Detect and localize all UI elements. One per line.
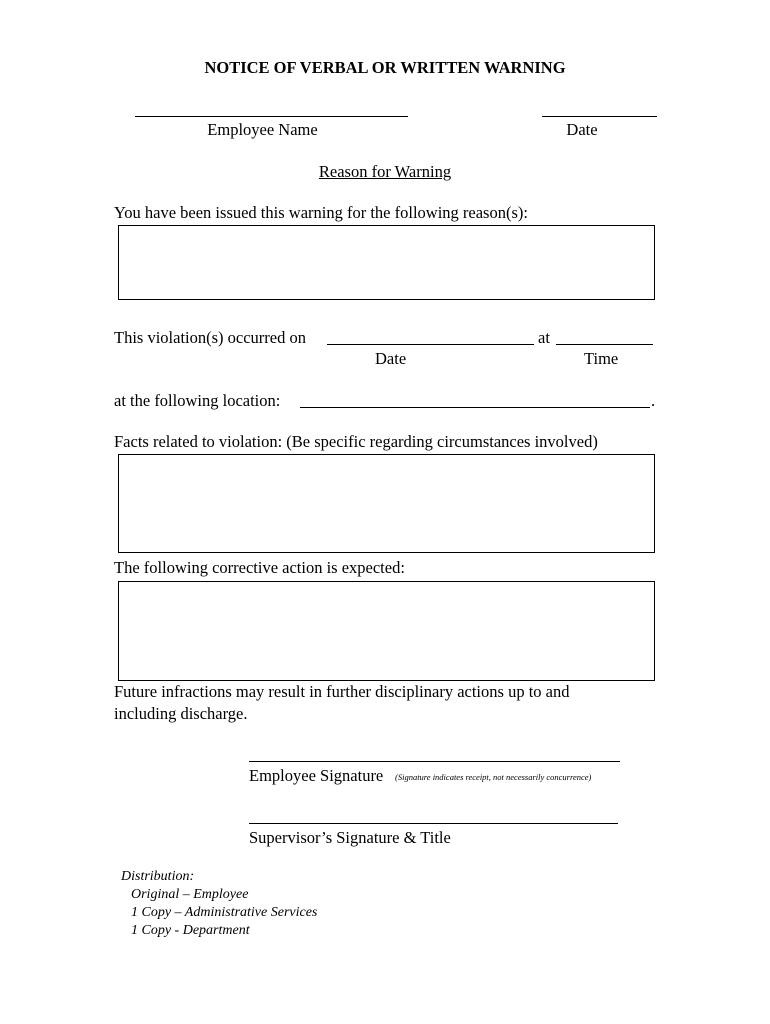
- violation-at: at: [538, 328, 550, 347]
- reason-box[interactable]: [118, 225, 655, 300]
- violation-time-line[interactable]: [556, 344, 653, 345]
- corrective-box[interactable]: [118, 581, 655, 681]
- future-text-line2: including discharge.: [114, 704, 248, 723]
- employee-signature-note: (Signature indicates receipt, not necessarily concurrence): [395, 772, 592, 782]
- location-line[interactable]: [300, 407, 650, 408]
- location-suffix: .: [651, 391, 656, 410]
- supervisor-signature-line[interactable]: [249, 823, 618, 824]
- corrective-prompt: The following corrective action is expected:: [114, 558, 405, 577]
- employee-signature-line[interactable]: [249, 761, 620, 762]
- date-line[interactable]: [542, 116, 657, 117]
- reason-prompt: You have been issued this warning for the following reason(s):: [114, 203, 528, 222]
- employee-signature-label: Employee Signature: [249, 766, 384, 785]
- document-title: NOTICE OF VERBAL OR WRITTEN WARNING: [204, 58, 566, 77]
- violation-prefix: This violation(s) occurred on: [114, 328, 306, 347]
- distribution-item: 1 Copy – Administrative Services: [131, 905, 318, 920]
- violation-date-line[interactable]: [327, 344, 534, 345]
- facts-prompt: Facts related to violation: (Be specific regarding circumstances involved): [114, 432, 598, 451]
- supervisor-signature-label: Supervisor’s Signature & Title: [249, 828, 451, 847]
- distribution-item: Original – Employee: [131, 887, 249, 902]
- facts-box[interactable]: [118, 454, 655, 553]
- employee-name-label: Employee Name: [207, 120, 318, 139]
- employee-name-line[interactable]: [135, 116, 408, 117]
- reason-heading: Reason for Warning: [318, 162, 452, 181]
- distribution-item: 1 Copy - Department: [131, 923, 250, 938]
- future-text-line1: Future infractions may result in further disciplinary actions up to and: [114, 682, 570, 701]
- distribution-heading: Distribution:: [121, 869, 195, 884]
- date-label: Date: [566, 120, 598, 139]
- violation-date-caption: Date: [375, 349, 407, 368]
- violation-time-caption: Time: [584, 349, 619, 368]
- location-prefix: at the following location:: [114, 391, 281, 410]
